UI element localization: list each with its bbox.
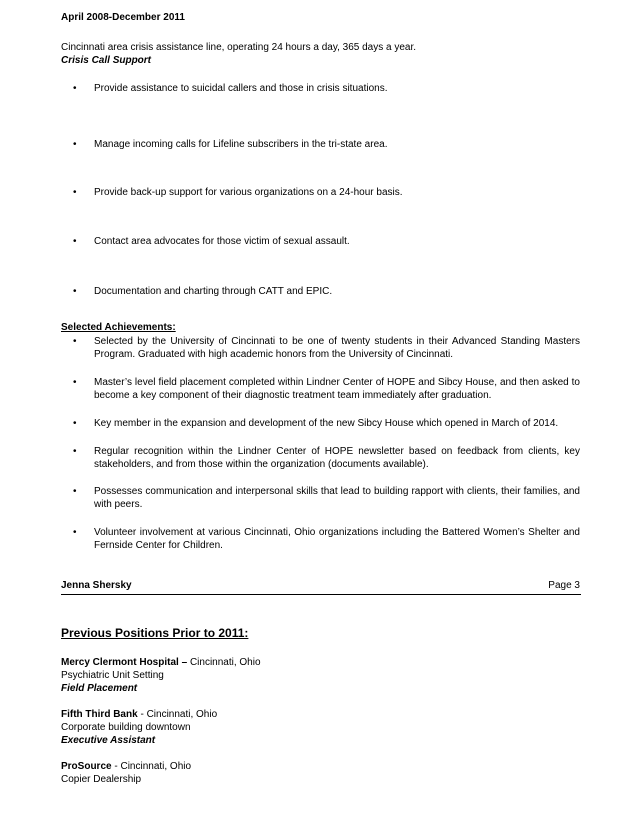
employer-separator: - — [137, 709, 147, 720]
job-dates: April 2008-December 2011 — [61, 12, 185, 23]
bullet-icon: • — [73, 83, 77, 94]
bullet-icon: • — [73, 286, 77, 297]
achievement-text: Master’s level field placement completed within Lindner Center of HOPE and Sibcy House, and then asked to become a key component of their diagnostic treatment team immediately after graduation. — [94, 377, 580, 401]
employer-separator: – — [178, 657, 190, 668]
bullet-icon: • — [73, 377, 77, 388]
achievement-text: Key member in the expansion and development of the new Sibcy House which opened in March of 2014. — [94, 418, 559, 429]
employer-location: Cincinnati, Ohio — [189, 657, 261, 668]
bullet-icon: • — [73, 418, 77, 429]
achievement-text: Possesses communication and interpersonal skills that lead to building rapport with clients, their families, and with peers. — [94, 486, 580, 510]
position-detail: Copier Dealership — [61, 774, 142, 785]
duty-text: Contact area advocates for those victim of sexual assault. — [94, 236, 350, 247]
duty-text: Manage incoming calls for Lifeline subscribers in the tri-state area. — [94, 139, 388, 150]
position-header — [61, 760, 191, 773]
duty-text: Provide assistance to suicidal callers and those in crisis situations. — [94, 83, 388, 94]
employer-location: Cincinnati, Ohio — [146, 709, 218, 720]
position-header — [61, 656, 261, 669]
employer-name: ProSource — [61, 761, 112, 772]
job-role: Crisis Call Support — [61, 55, 152, 66]
achievement-text: Volunteer involvement at various Cincinnati, Ohio organizations including the Battered Women’s Shelter and Fernside Center for Children. — [94, 527, 580, 551]
employer-name: Mercy Clermont Hospital — [61, 657, 179, 668]
footer-page-number: Page 3 — [548, 580, 580, 591]
employer-name: Fifth Third Bank — [61, 709, 138, 720]
bullet-icon: • — [73, 187, 77, 198]
achievement-text: Selected by the University of Cincinnati to be one of twenty students in their Advanced Standing Masters Program. Graduated with high academic honors from the University of Cincinnati. — [94, 336, 580, 360]
bullet-icon: • — [73, 446, 77, 457]
position-header — [61, 708, 217, 721]
position-detail: Corporate building downtown — [61, 722, 191, 733]
footer-name: Jenna Shersky — [61, 580, 132, 591]
employer-location: Cincinnati, Ohio — [120, 761, 192, 772]
achievement-text: Regular recognition within the Lindner Center of HOPE newsletter based on feedback from clients, key stakeholders, and from those within the organization (documents available). — [94, 446, 580, 470]
position-detail: Psychiatric Unit Setting — [61, 670, 164, 681]
bullet-icon: • — [73, 236, 77, 247]
position-title: Field Placement — [61, 683, 138, 694]
bullet-icon: • — [73, 336, 77, 347]
achievements-heading: Selected Achievements: — [61, 322, 176, 333]
employer-separator: - — [111, 761, 121, 772]
duty-text: Documentation and charting through CATT and EPIC. — [94, 286, 333, 297]
bullet-icon: • — [73, 139, 77, 150]
position-title: Executive Assistant — [61, 735, 156, 746]
job-description: Cincinnati area crisis assistance line, operating 24 hours a day, 365 days a year. — [61, 42, 417, 53]
duty-text: Provide back-up support for various organizations on a 24-hour basis. — [94, 187, 403, 198]
bullet-icon: • — [73, 527, 77, 538]
previous-heading: Previous Positions Prior to 2011: — [61, 626, 249, 640]
bullet-icon: • — [73, 486, 77, 497]
footer-divider — [61, 594, 581, 595]
